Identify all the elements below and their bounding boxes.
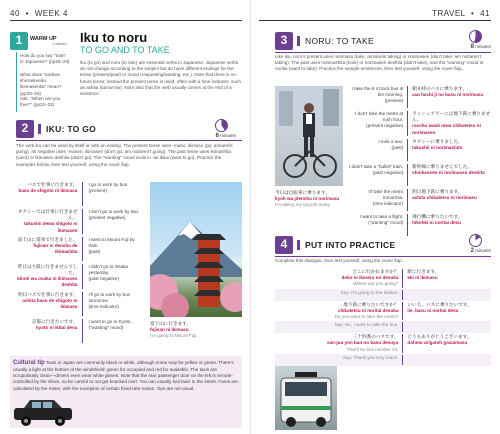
row-english <box>88 264 146 289</box>
row-japanese <box>412 86 491 108</box>
dialogue-row <box>275 268 491 289</box>
row-japanese <box>412 139 491 161</box>
table-row <box>349 164 491 186</box>
warmup-q1: How do you say "train" in Japanese? (pp28–29) <box>20 53 70 65</box>
section-2-strip <box>38 124 41 134</box>
page-title: Iku to noru <box>80 30 148 45</box>
row-en: I want to take a flight. <box>359 213 404 219</box>
dialogue-en: Do you want to take the metro? <box>334 313 399 319</box>
cultural-tip-text-wrap <box>13 359 239 392</box>
row-jp: 京都に行きたいです。 <box>31 318 78 324</box>
row-divider <box>407 139 408 161</box>
section-3-table <box>349 86 491 239</box>
dialogue-en: Say: No, I want to take the bus. <box>334 322 399 328</box>
row-romaji: asa hachi ji no basu ni norimasu <box>412 92 484 98</box>
page-header-left: 40 • WEEK 4 <box>10 9 68 18</box>
row-en: I want to go to Kyoto. <box>88 318 132 324</box>
warmup-badge: 1 <box>10 32 28 50</box>
section-2-table <box>16 182 146 346</box>
travel-label: TRAVEL <box>432 9 466 18</box>
row-divider <box>82 292 83 316</box>
answer-romaji: eki ni ikimasu <box>407 275 438 281</box>
row-en: I didn't take a "bullet" train. <box>349 163 404 169</box>
dialogue-answer <box>407 269 491 288</box>
row-en: I didn't go to Osaka yesterday. <box>88 263 128 275</box>
row-divider <box>82 319 83 343</box>
row-jp: タクシーでは仕事に行きません。 <box>17 209 78 221</box>
row-divider <box>82 182 83 206</box>
row-romaji: shinkansen ni norimasen deshita <box>412 169 485 175</box>
row-en: I take the 8 o'clock bus in the morning. <box>351 86 404 98</box>
row-japanese <box>16 182 77 206</box>
row-english <box>88 292 146 316</box>
table-row <box>349 189 491 211</box>
page-header-right: TRAVEL • 41 <box>432 9 490 18</box>
page-number: 40 <box>10 9 20 18</box>
row-japanese <box>16 209 77 234</box>
row-note: (present negative) <box>88 215 126 221</box>
warmup-q3: Ask, "When are you free?" (pp32–33) <box>20 96 61 108</box>
table-row <box>16 209 146 234</box>
dialogue-en: Where are you going? <box>353 281 399 287</box>
section-2-minutes: 6 minutes <box>215 133 236 139</box>
fuji-caption-jp: 富士山に行きます。 <box>150 321 191 326</box>
dialogue-en: Say: I'm going to the station. <box>340 289 399 295</box>
week-label: WEEK 4 <box>34 9 68 18</box>
dialogue-answer <box>407 334 491 353</box>
row-english <box>88 319 146 343</box>
row-english <box>349 86 403 108</box>
dialogue-jp: 地下鉄に乗りたいですか？ <box>343 301 399 307</box>
dialogue-romaji: chikatetsu ni noritai desuka <box>337 307 399 313</box>
dialogue-prompt <box>275 290 398 300</box>
row-divider <box>407 164 408 186</box>
row-note: (present negative) <box>366 123 404 129</box>
row-japanese <box>16 319 77 343</box>
row-note: (present) <box>88 188 107 194</box>
row-en: I went to Mount Fuji by train. <box>88 236 135 248</box>
row-romaji: ashita chikatetsu ni norimasu <box>412 194 477 200</box>
row-note: (past negative) <box>88 276 119 282</box>
row-en: I'll take the metro tomorrow. <box>368 188 404 200</box>
cyclist-illustration <box>275 86 343 186</box>
fuji-caption-romaji: fujisan ni ikimasu <box>150 327 189 333</box>
row-romaji: fujisan ni densha de ikimashita <box>33 242 78 255</box>
section-4-title: PUT INTO PRACTICE <box>305 240 396 250</box>
row-romaji: takushii dewa shigoto ni ikimasen <box>24 221 78 233</box>
row-english <box>349 164 403 186</box>
row-jp: 新幹線に乗りませんでした。 <box>412 163 472 169</box>
row-jp: 飛行機に乗りたいです。 <box>412 213 463 219</box>
taxi-illustration <box>12 396 74 428</box>
row-divider <box>402 355 403 365</box>
row-english <box>349 139 403 161</box>
dialogue-row <box>275 354 491 366</box>
bicycle-caption-en: I'm taking my bicycle today. <box>275 202 331 208</box>
dialogue-table <box>275 268 491 366</box>
bicycle-caption-romaji: kyoh wa jitensha ni norimasu <box>275 196 340 202</box>
row-divider <box>407 111 408 136</box>
row-note: ("wanting" mood) <box>368 219 404 225</box>
dialogue-row <box>275 289 491 301</box>
row-divider <box>402 290 403 300</box>
row-japanese <box>16 292 77 316</box>
row-english <box>349 111 403 136</box>
table-row <box>16 319 146 343</box>
warmup-line <box>16 52 17 112</box>
row-english <box>88 182 146 206</box>
answer-jp: 駅に行きます。 <box>407 269 440 274</box>
section-3 <box>259 30 491 230</box>
section-3-rule <box>275 52 491 53</box>
row-jp: 昨日は大阪に行きませんでした。 <box>17 263 78 275</box>
row-romaji: kinoh wa osaka ni ikimasen deshita <box>17 276 78 288</box>
row-note: ("wanting" mood) <box>88 324 124 330</box>
table-row <box>16 237 146 261</box>
section-4-rule <box>275 256 491 257</box>
pie-timer-icon <box>469 234 482 247</box>
cultural-tip-text: Taxis in Japan are commonly black or white, although some may be yellow or green. There's usually a light at the bottom of the windshield: green for occupied and red for available. The taxis are scrupulously clean—drivers even wear white gloves. Note that the rear passenger door on the left is remote-controlled by the driver, so be careful to not get knocked over. You can usually hail taxis in the street. Fares are calculated by the meter, with the exception of certain fixed-rate routes. Tips are not usual. <box>13 360 238 391</box>
table-row <box>349 111 491 136</box>
row-japanese <box>412 111 491 136</box>
table-row <box>349 139 491 161</box>
mount-fuji-photo <box>150 182 242 317</box>
table-row <box>16 292 146 316</box>
pie-timer-icon <box>469 30 482 43</box>
row-divider <box>407 189 408 211</box>
row-divider <box>402 322 403 332</box>
cultural-tip-label: Cultural tip <box>13 360 45 366</box>
bus-photo <box>275 366 337 430</box>
row-divider <box>402 269 403 288</box>
section-4-minutes: 2 minutes <box>470 248 491 254</box>
fuji-caption-en: I'm going to Mount Fuji. <box>150 333 198 339</box>
warmup-q2: What does "narikoe shinsekeeba ikemasenka" mean? (pp28–29) <box>20 72 62 96</box>
bicycle-caption-jp: 今日は自転車に乗ります。 <box>275 190 330 195</box>
bus-illustration <box>275 366 337 430</box>
section-2-intro: The verb iku can be used by itself or with an ending. The present tense uses -masu: ikimasu (go; am/are/is going). Its negative uses -masen: ikimasen (don't go; am not/aren't going). The past tense uses ikimashita (went) or ikimasen deshita (didn't go). The "wanting" mood ends in -tai ikitai (want to go). Practice the examples below, then test yourself, using the cover flap. <box>16 143 233 167</box>
dialogue-jp: 三十四番のバスです。 <box>352 334 399 340</box>
dialogue-jp: どこに行かれますか？ <box>352 269 399 274</box>
section-3-title: NORU: TO TAKE <box>305 36 374 46</box>
dialogue-row <box>275 333 491 354</box>
row-divider <box>82 237 83 261</box>
row-note: (present) <box>384 98 404 104</box>
dialogue-row <box>275 301 491 322</box>
row-english <box>88 209 146 234</box>
dialogue-answer <box>407 302 491 321</box>
row-note: (past) <box>391 144 404 150</box>
section-2-badge: 2 <box>16 120 34 138</box>
cultural-tip-box <box>10 356 242 428</box>
dialogue-prompt <box>275 322 398 332</box>
row-en: I'll go to work by bus tomorrow. <box>88 291 130 303</box>
table-row <box>16 182 146 206</box>
table-row <box>16 264 146 289</box>
row-english <box>349 214 403 236</box>
row-en: I don't go to work by taxi. <box>88 209 140 214</box>
row-note: (past) <box>88 249 101 255</box>
dialogue-answer <box>407 355 491 365</box>
header-rule <box>10 20 242 21</box>
row-en: I don't take the metro at rush hour. <box>355 111 404 123</box>
row-jp: タクシーに乗りました。 <box>412 138 463 144</box>
row-romaji: takushii ni norimashita <box>412 144 463 150</box>
warmup-label: WARM UP <box>30 36 57 42</box>
row-romaji: rasshu awah niwa chikatetsu ni norimasen <box>412 123 481 135</box>
answer-jp: いいえ、バスに乗りたいです。 <box>407 301 472 307</box>
row-jp: 明日バスで仕事に行きます。 <box>18 291 78 297</box>
section-4-strip <box>297 240 300 250</box>
table-row <box>349 86 491 108</box>
section-4-intro: Complete this dialogue, then test yourself, using the cover flap. <box>275 258 403 263</box>
mountain-illustration <box>150 182 242 317</box>
businessman-bicycle-photo <box>275 86 343 186</box>
fuji-caption <box>150 321 240 340</box>
section-4 <box>259 236 491 432</box>
row-divider <box>82 209 83 234</box>
row-romaji: hikohki ni noritai desu <box>412 219 461 225</box>
row-english <box>88 237 146 261</box>
row-japanese <box>16 264 77 289</box>
dialogue-row <box>275 321 491 333</box>
row-note: (time indicator) <box>88 303 119 309</box>
row-romaji: kyoto ni ikitai desu <box>36 324 78 330</box>
row-jp: 富士山に電車で行きました。 <box>17 236 78 242</box>
row-japanese <box>412 164 491 186</box>
row-japanese <box>16 237 77 261</box>
row-en: I go to work by bus. <box>88 182 129 187</box>
dialogue-prompt <box>275 302 398 321</box>
dialogue-prompt <box>275 334 398 353</box>
section-3-badge: 3 <box>275 32 293 50</box>
page-number: 41 <box>480 9 490 18</box>
row-divider <box>407 214 408 236</box>
warmup-minute: 1 minute <box>52 42 67 46</box>
dialogue-en: Say: Thank you very much. <box>342 354 399 360</box>
row-divider <box>402 334 403 353</box>
row-en: I took a taxi. <box>378 138 404 144</box>
pie-timer-icon <box>215 119 228 132</box>
row-english <box>349 189 403 211</box>
dialogue-en: That'll be bus number 34. <box>346 346 399 352</box>
bicycle-caption <box>275 190 345 209</box>
section-3-minutes: 8 minutes <box>470 44 491 50</box>
row-divider <box>407 86 408 108</box>
row-japanese <box>412 189 491 211</box>
warmup-box <box>10 32 70 118</box>
row-note: (time indicator) <box>372 201 404 207</box>
answer-romaji: iie, basu ni noritai desu <box>407 307 459 313</box>
right-page <box>250 0 500 434</box>
row-jp: 朝８時のバスに乗ります。 <box>412 86 467 91</box>
answer-romaji: dohmo arigatoh gozaimasu <box>407 340 468 346</box>
section-2-title: IKU: TO GO <box>46 124 97 134</box>
row-note: (past negative) <box>372 169 404 175</box>
section-3-intro: Like iku, noru's present uses norimasu (take; am/are/is taking) or norimasen (don't take; am not/aren't taking). The past uses norimashita (took) or norimasen deshita (didn't take), and the "wanting" mood is noritai (want to take). Practice the sample sentences, then test yourself, using the cover flap. <box>275 54 484 72</box>
header-rule <box>259 20 491 21</box>
dialogue-prompt <box>275 269 398 288</box>
row-divider <box>82 264 83 289</box>
row-romaji: ashita basu de shigoto ni ikimasu <box>22 297 78 309</box>
row-jp: バスで仕事に行きます。 <box>27 182 78 187</box>
dialogue-romaji: doko ni ikareru no desuka <box>341 275 399 281</box>
section-2-rule <box>16 140 242 141</box>
section-3-strip <box>297 36 300 46</box>
dialogue-prompt <box>275 355 398 365</box>
row-divider <box>402 302 403 321</box>
dialogue-romaji: san-juu yon ban no basu desuyo <box>326 340 399 346</box>
section-4-badge: 4 <box>275 236 293 254</box>
row-jp: ラッシュアワーには地下鉄に乗りません。 <box>412 111 491 123</box>
row-jp: 明日地下鉄に乗ります。 <box>412 188 463 194</box>
row-romaji: basu de shigoto ni ikimasu <box>18 188 78 194</box>
intro-text: Iku (to go) and noru (to ride) are essential verbs in Japanese. Japanese verbs do not change according to the subject but do have different endings for the tense (present/past) or mood (requesting/wanting, etc.). Note that there is no future tense; instead the present tense is used, often with a time indicator, such as ashita (tomorrow). Note also that the verb usually comes at the end of a sentence. <box>80 60 241 96</box>
page-subtitle: TO GO AND TO TAKE <box>80 45 170 55</box>
dialogue-answer <box>407 290 491 300</box>
row-japanese <box>412 214 491 236</box>
dialogue-answer <box>407 322 491 332</box>
answer-jp: どうもありがとうございます。 <box>407 334 472 340</box>
table-row <box>349 214 491 236</box>
